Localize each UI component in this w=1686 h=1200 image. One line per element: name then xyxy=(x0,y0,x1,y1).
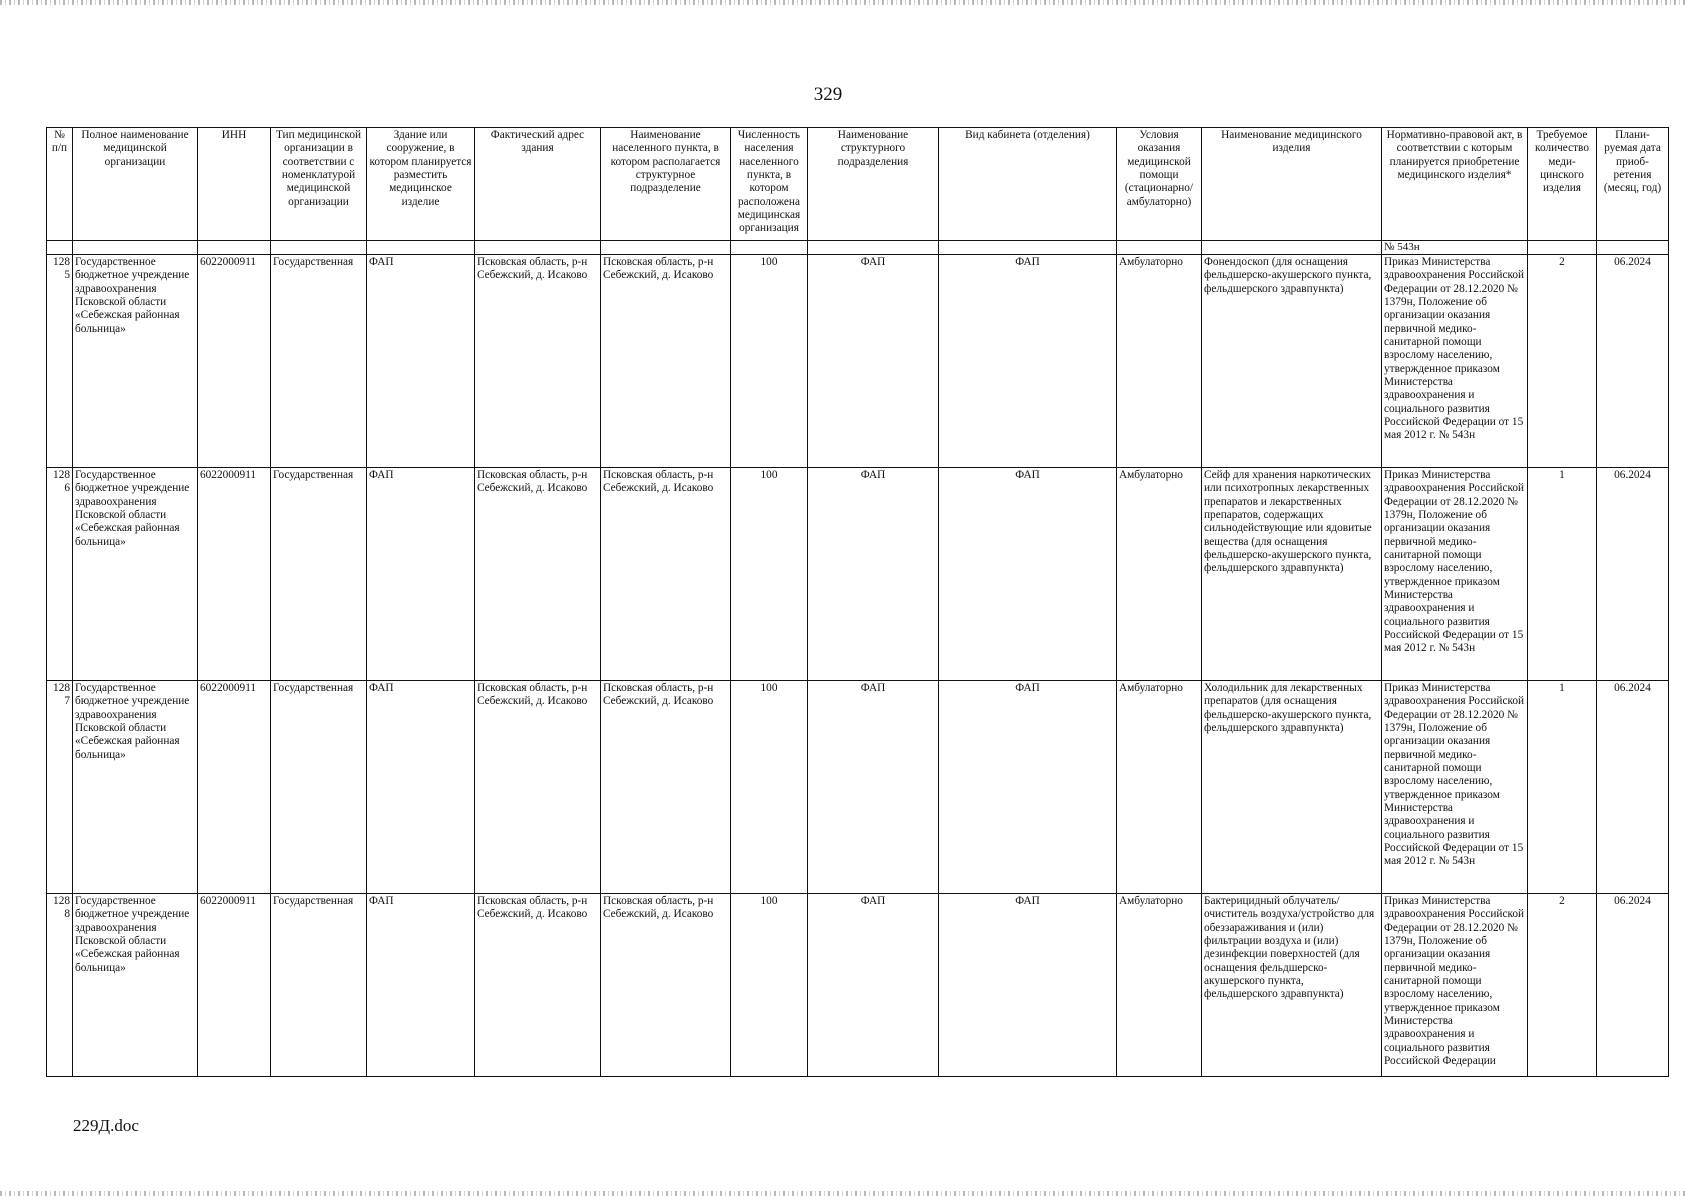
header-conditions: Условия оказания медицинской помощи (стационарно/ амбулаторно) xyxy=(1117,128,1202,241)
header-address: Фактический адрес здания xyxy=(475,128,601,241)
cell-number: 1288 xyxy=(47,893,73,1076)
cell-unit: ФАП xyxy=(808,254,939,467)
cell-legal-act: Приказ Министерства здравоохранения Российской Федерации от 28.12.2020 № 1379н, Положение об организации оказания первичной медико-санитарной помощи взрослому населению, утвержденное приказом Министерства здравоохранения и социального развития Российской Федерации от 15 мая 2012 г. № 543н xyxy=(1382,680,1528,893)
cell-number: 1286 xyxy=(47,467,73,680)
cell-device: Бактерицидный облучатель/очиститель воздуха/устройство для обеззараживания и (или) фильтрации воздуха и (или) дезинфекции поверхностей (для оснащения фельдшерско-акушерского пункта, фельдшерского здравпункта) xyxy=(1202,893,1382,1076)
cell-building: ФАП xyxy=(367,254,475,467)
table-header-row xyxy=(47,128,1669,241)
medical-equipment-table xyxy=(46,127,1669,1077)
cell-address: Псковская область, р-н Себежский, д. Исаково xyxy=(475,254,601,467)
cell-population: 100 xyxy=(731,680,808,893)
cell-number: 1285 xyxy=(47,254,73,467)
cell-building: ФАП xyxy=(367,467,475,680)
page-number: 329 xyxy=(813,84,843,105)
cell-legal-act: Приказ Министерства здравоохранения Российской Федерации от 28.12.2020 № 1379н, Положение об организации оказания первичной медико-санитарной помощи взрослому населению, утвержденное приказом Министерства здравоохранения и социального развития Российской Федерации от 15 мая 2012 г. № 543н xyxy=(1382,467,1528,680)
cell-legal-act: Приказ Министерства здравоохранения Российской Федерации от 28.12.2020 № 1379н, Положение об организации оказания первичной медико-санитарной помощи взрослому населению, утвержденное приказом Министерства здравоохранения и социального развития Российской Федерации от 15 мая 2012 г. № 543н xyxy=(1382,254,1528,467)
header-population: Численность населения населенного пункта, в котором расположена медицинская организация xyxy=(731,128,808,241)
cell-inn: 6022000911 xyxy=(198,467,271,680)
cell-org-type: Государственная xyxy=(271,680,367,893)
cell-quantity: 2 xyxy=(1528,893,1597,1076)
scan-edge-bottom xyxy=(0,1191,1686,1196)
cell-unit: ФАП xyxy=(808,467,939,680)
cell-quantity: 1 xyxy=(1528,680,1597,893)
cell-quantity: 1 xyxy=(1528,467,1597,680)
cell-unit: ФАП xyxy=(808,893,939,1076)
cell-settlement: Псковская область, р-н Себежский, д. Исаково xyxy=(601,254,731,467)
cell-date: 06.2024 xyxy=(1597,680,1669,893)
cell-organization: Государственное бюджетное учреждение здравоохранения Псковской области «Себежская районная больница» xyxy=(73,680,198,893)
header-org-type: Тип медицинской организации в соответствии с номенклатурой медицинской организации xyxy=(271,128,367,241)
table-row xyxy=(47,680,1669,893)
header-date: Плани- руемая дата приоб- ретения (месяц, год) xyxy=(1597,128,1669,241)
cell-date: 06.2024 xyxy=(1597,467,1669,680)
cell-organization: Государственное бюджетное учреждение здравоохранения Псковской области «Себежская районная больница» xyxy=(73,467,198,680)
cell-date: 06.2024 xyxy=(1597,893,1669,1076)
cell-address: Псковская область, р-н Себежский, д. Исаково xyxy=(475,893,601,1076)
scan-edge-top xyxy=(0,0,1686,5)
cell-building: ФАП xyxy=(367,680,475,893)
header-legal-act: Нормативно-правовой акт, в соответствии с которым планируется приобретение медицинского изделия* xyxy=(1382,128,1528,241)
cell-settlement: Псковская область, р-н Себежский, д. Исаково xyxy=(601,680,731,893)
header-organization: Полное наименование медицинской организации xyxy=(73,128,198,241)
header-inn: ИНН xyxy=(198,128,271,241)
header-settlement: Наименование населенного пункта, в котором располагается структурное подразделение xyxy=(601,128,731,241)
cell-date: 06.2024 xyxy=(1597,254,1669,467)
cell-device: Сейф для хранения наркотических или психотропных лекарственных препаратов и лекарственных препаратов, содержащих сильнодействующие или ядовитые вещества (для оснащения фельдшерско-акушерского пункта, фельдшерского здравпункта) xyxy=(1202,467,1382,680)
cell-population: 100 xyxy=(731,467,808,680)
header-cabinet: Вид кабинета (отделения) xyxy=(939,128,1117,241)
table-row xyxy=(47,893,1669,1076)
cell-organization: Государственное бюджетное учреждение здравоохранения Псковской области «Себежская районная больница» xyxy=(73,254,198,467)
footer-filename: 229Д.doc xyxy=(73,1116,139,1135)
cell-conditions: Амбулаторно xyxy=(1117,254,1202,467)
cell-number: 1287 xyxy=(47,680,73,893)
cell-population: 100 xyxy=(731,254,808,467)
cell-organization: Государственное бюджетное учреждение здравоохранения Псковской области «Себежская районная больница» xyxy=(73,893,198,1076)
header-device: Наименование медицинского изделия xyxy=(1202,128,1382,241)
cell-inn: 6022000911 xyxy=(198,254,271,467)
cell-cabinet: ФАП xyxy=(939,893,1117,1076)
table-row xyxy=(47,467,1669,680)
cell-unit: ФАП xyxy=(808,680,939,893)
cell-address: Псковская область, р-н Себежский, д. Исаково xyxy=(475,680,601,893)
cell-device: Фонендоскоп (для оснащения фельдшерско-акушерского пункта, фельдшерского здравпункта) xyxy=(1202,254,1382,467)
cell-conditions: Амбулаторно xyxy=(1117,467,1202,680)
header-quantity: Требуемое количество меди- цинского изделия xyxy=(1528,128,1597,241)
cell-legal-act: Приказ Министерства здравоохранения Российской Федерации от 28.12.2020 № 1379н, Положение об организации оказания первичной медико-санитарной помощи взрослому населению, утвержденное приказом Министерства здравоохранения и социального развития Российской Федерации xyxy=(1382,893,1528,1076)
cell-address: Псковская область, р-н Себежский, д. Исаково xyxy=(475,467,601,680)
cell-conditions: Амбулаторно xyxy=(1117,893,1202,1076)
cell-org-type: Государственная xyxy=(271,467,367,680)
cell-building: ФАП xyxy=(367,893,475,1076)
continuation-row xyxy=(47,241,1669,255)
header-unit: Наименование структурного подразделения xyxy=(808,128,939,241)
cell-device: Холодильник для лекарственных препаратов (для оснащения фельдшерско-акушерского пункта, фельдшерского здравпункта) xyxy=(1202,680,1382,893)
cell-quantity: 2 xyxy=(1528,254,1597,467)
continuation-text: № 543н xyxy=(1382,241,1528,255)
cell-org-type: Государственная xyxy=(271,254,367,467)
cell-population: 100 xyxy=(731,893,808,1076)
cell-inn: 6022000911 xyxy=(198,893,271,1076)
cell-conditions: Амбулаторно xyxy=(1117,680,1202,893)
cell-cabinet: ФАП xyxy=(939,467,1117,680)
cell-inn: 6022000911 xyxy=(198,680,271,893)
cell-settlement: Псковская область, р-н Себежский, д. Исаково xyxy=(601,893,731,1076)
cell-cabinet: ФАП xyxy=(939,680,1117,893)
header-number: № п/п xyxy=(47,128,73,241)
cell-cabinet: ФАП xyxy=(939,254,1117,467)
cell-settlement: Псковская область, р-н Себежский, д. Исаково xyxy=(601,467,731,680)
header-building: Здание или сооружение, в котором планируется разместить медицинское изделие xyxy=(367,128,475,241)
cell-org-type: Государственная xyxy=(271,893,367,1076)
table-row xyxy=(47,254,1669,467)
